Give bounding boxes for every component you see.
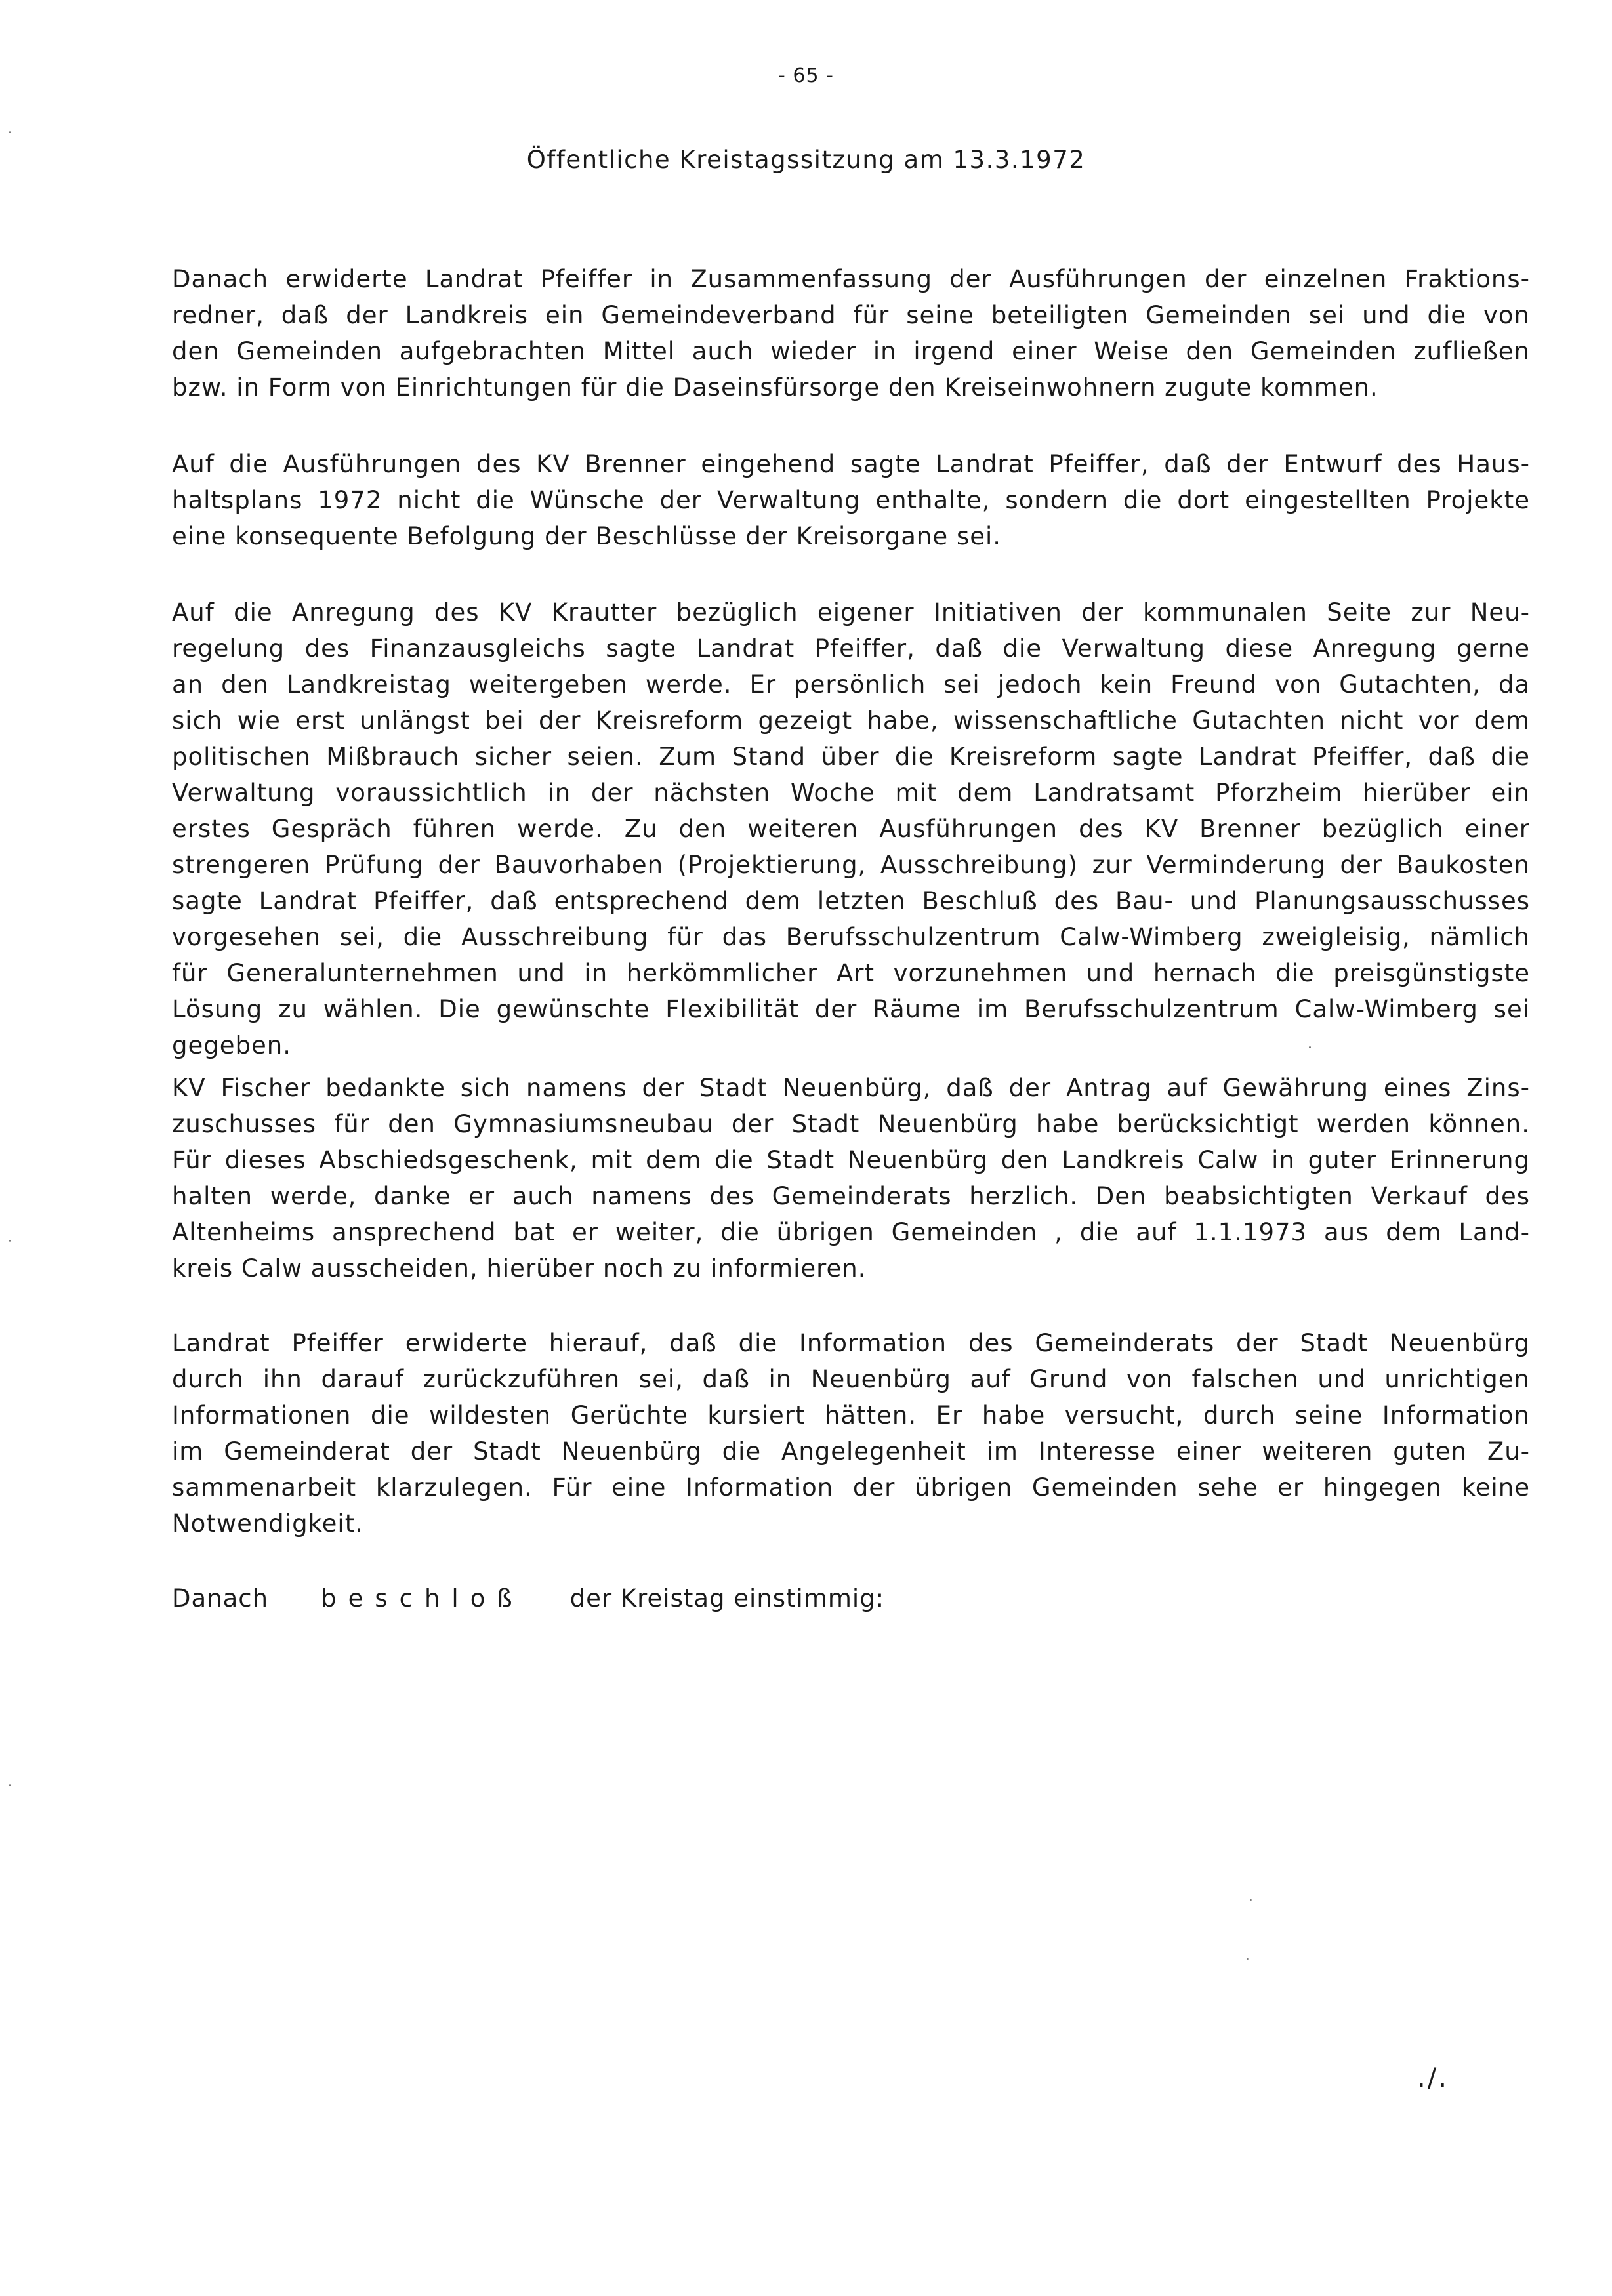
paragraph-5	[172, 1325, 1530, 1542]
text-line: für Generalunternehmen und in herkömmlicher Art vorzunehmen und hernach die preisgünstigste	[172, 959, 1530, 987]
continuation-mark: ./.	[1417, 2063, 1449, 2093]
text-line: Verwaltung voraussichtlich in der nächsten Woche mit dem Landratsamt Pforzheim hierüber ein	[172, 779, 1530, 807]
paragraph-4	[172, 1070, 1530, 1286]
scan-speck	[9, 1240, 11, 1242]
text-line: gegeben.	[172, 1031, 291, 1059]
text-line: Danach erwiderte Landrat Pfeiffer in Zusammenfassung der Ausführungen der einzelnen Fraktions-	[172, 265, 1530, 293]
resolution-line	[172, 1584, 884, 1612]
paragraph-3	[172, 594, 1530, 1063]
text-line: sich wie erst unlängst bei der Kreisreform gezeigt habe, wissenschaftliche Gutachten nicht vor dem	[172, 707, 1530, 735]
text-line: Notwendigkeit.	[172, 1509, 363, 1538]
text-line: eine konsequente Befolgung der Beschlüsse der Kreisorgane sei.	[172, 522, 1002, 550]
text-line: Auf die Anregung des KV Krautter bezüglich eigener Initiativen der kommunalen Seite zur Neu-	[172, 598, 1530, 626]
text-line: haltsplans 1972 nicht die Wünsche der Verwaltung enthalte, sondern die dort eingestellten Projekte	[172, 486, 1530, 514]
text-line: zuschusses für den Gymnasiumsneubau der Stadt Neuenbürg habe berücksichtigt werden können.	[172, 1110, 1530, 1138]
text-line: redner, daß der Landkreis ein Gemeindeverband für seine beteiligten Gemeinden sei und die von	[172, 301, 1530, 329]
text-line: Für dieses Abschiedsgeschenk, mit dem die Stadt Neuenbürg den Landkreis Calw in guter Erinnerung	[172, 1146, 1530, 1174]
text-line: halten werde, danke er auch namens des Gemeinderats herzlich. Den beabsichtigten Verkauf des	[172, 1182, 1530, 1210]
resolution-prefix: Danach	[172, 1584, 269, 1612]
text-line: den Gemeinden aufgebrachten Mittel auch wieder in irgend einer Weise den Gemeinden zufließen	[172, 337, 1530, 365]
text-line: regelung des Finanzausgleichs sagte Landrat Pfeiffer, daß die Verwaltung diese Anregung gerne	[172, 634, 1530, 663]
text-line: politischen Mißbrauch sicher seien. Zum Stand über die Kreisreform sagte Landrat Pfeiffer, daß die	[172, 743, 1530, 771]
document-heading: Öffentliche Kreistagssitzung am 13.3.1972	[526, 146, 1086, 174]
text-line: KV Fischer bedankte sich namens der Stadt Neuenbürg, daß der Antrag auf Gewährung eines Zins-	[172, 1074, 1530, 1102]
scan-speck	[9, 131, 11, 133]
scan-speck	[9, 1784, 11, 1786]
text-line: kreis Calw ausscheiden, hierüber noch zu informieren.	[172, 1254, 867, 1282]
scan-speck	[1250, 1899, 1252, 1901]
text-line: durch ihn darauf zurückzuführen sei, daß in Neuenbürg auf Grund von falschen und unrichtigen	[172, 1365, 1530, 1393]
page-number: - 65 -	[778, 64, 834, 87]
text-line: bzw. in Form von Einrichtungen für die Daseinsfürsorge den Kreiseinwohnern zugute kommen.	[172, 373, 1378, 401]
text-line: Lösung zu wählen. Die gewünschte Flexibilität der Räume im Berufsschulzentrum Calw-Wimberg sei	[172, 995, 1530, 1023]
paragraph-1	[172, 261, 1530, 405]
text-line: im Gemeinderat der Stadt Neuenbürg die Angelegenheit im Interesse einer weiteren guten Zu-	[172, 1437, 1530, 1466]
text-line: sammenarbeit klarzulegen. Für eine Information der übrigen Gemeinden sehe er hingegen keine	[172, 1473, 1530, 1502]
paragraph-2	[172, 446, 1530, 554]
text-line: Altenheims ansprechend bat er weiter, die übrigen Gemeinden , die auf 1.1.1973 aus dem Land-	[172, 1218, 1530, 1246]
text-line: an den Landkreistag weitergeben werde. Er persönlich sei jedoch kein Freund von Gutachten, da	[172, 670, 1530, 699]
scan-speck	[1309, 1046, 1311, 1048]
text-line: strengeren Prüfung der Bauvorhaben (Projektierung, Ausschreibung) zur Verminderung der Baukosten	[172, 851, 1530, 879]
text-line: Informationen die wildesten Gerüchte kursiert hätten. Er habe versucht, durch seine Information	[172, 1401, 1530, 1429]
resolution-keyword: beschloß	[321, 1584, 524, 1612]
text-line: Auf die Ausführungen des KV Brenner eingehend sagte Landrat Pfeiffer, daß der Entwurf des Haus-	[172, 450, 1530, 478]
text-line: erstes Gespräch führen werde. Zu den weiteren Ausführungen des KV Brenner bezüglich einer	[172, 815, 1530, 843]
text-line: Landrat Pfeiffer erwiderte hierauf, daß die Information des Gemeinderats der Stadt Neuenbürg	[172, 1329, 1530, 1357]
text-line: sagte Landrat Pfeiffer, daß entsprechend dem letzten Beschluß des Bau- und Planungsausschusses	[172, 887, 1530, 915]
scan-speck	[1247, 1958, 1249, 1960]
resolution-suffix: der Kreistag einstimmig:	[569, 1584, 885, 1612]
text-line: vorgesehen sei, die Ausschreibung für das Berufsschulzentrum Calw-Wimberg zweigleisig, nämlich	[172, 923, 1530, 951]
